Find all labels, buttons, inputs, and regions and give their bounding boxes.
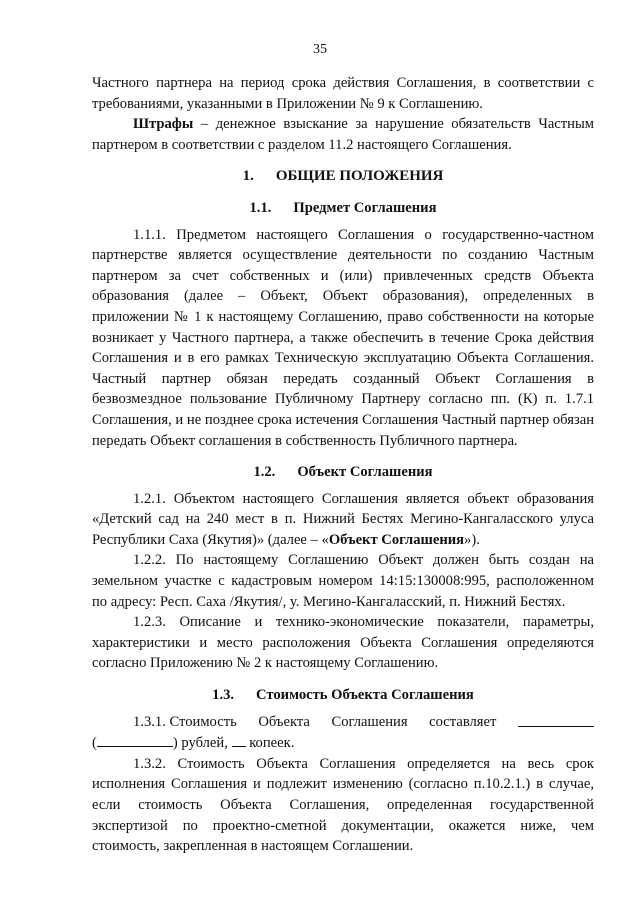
clause-1-3-2: 1.3.2. Стоимость Объекта Соглашения определяется на весь срок исполнения Соглашения и подлежит изменению (согласно п.10.2.1.) в случае, если стоимость Объекта Соглашения, определенная государственной экспертизой по проектно-сметной документации, окажется ниже, чем стоимость, закрепленная в настоящем Соглашении. xyxy=(92,755,594,855)
subsection-number: 1.1. xyxy=(249,199,272,216)
section-heading-1 xyxy=(92,166,594,187)
defined-term-fines: Штрафы xyxy=(133,116,194,133)
clause-word: 1.3.1. Стоимость xyxy=(133,713,237,730)
document-body xyxy=(92,73,594,857)
subsection-number: 1.2. xyxy=(253,464,276,481)
definition-paragraph-continued: Частного партнера на период срока действия Соглашения, в соответствии с требованиями, указанными в Приложении № 9 к Соглашению. xyxy=(92,75,594,112)
page-number: 35 xyxy=(313,42,327,57)
clause-1-2-3: 1.2.3. Описание и технико-экономические показатели, параметры, характеристики и место расположения Объекта Соглашения определяются согласно Приложению № 2 к настоящему Соглашению. xyxy=(92,614,594,672)
subsection-title: Предмет Соглашения xyxy=(293,199,437,216)
clause-bold-term: Объект Соглашения xyxy=(328,531,465,548)
clause-text-end: »). xyxy=(464,531,480,548)
clause-1-1-1: 1.1.1. Предметом настоящего Соглашения о государственно-частном партнерстве является осуществление деятельности по созданию Частным партнером за счет собственных и (или) привлеченных средств Объекта образования (далее – Объект, Объект образования), определенных в приложении № 1 к настоящему Соглашению, право собственности на которые возникает у Частного партнера, а также обеспечить в течение Срока действия Соглашения и в его рамках Техническую эксплуатацию Объекта Соглашения. Частный партнер обязан передать созданный Объект Соглашения в безвозмездное пользование Публичному Партнеру согласно пп. (К) п. 1.7.1 Соглашения, и не позднее срока истечения Соглашения Частный партнер обязан передать Объект соглашения в собственность Публичного партнера. xyxy=(92,226,594,449)
subsection-heading-1-2 xyxy=(92,462,594,483)
clause-word: составляет xyxy=(429,713,497,730)
clause-text: 1.2.1. Объектом настоящего Соглашения является объект образования «Детский сад на 240 мест в п. Нижний Бестях Мегино-Кангаласского улуса Республики Саха (Якутия)» (далее – « xyxy=(92,490,594,548)
subsection-title: Объект Соглашения xyxy=(297,464,433,481)
subsection-heading-1-1 xyxy=(92,198,594,219)
subsection-number: 1.3. xyxy=(212,687,235,704)
rubles-label: ) рублей, xyxy=(172,735,228,752)
definition-paragraph-fines xyxy=(92,114,594,155)
section-number: 1. xyxy=(242,168,254,185)
amount-words-blank xyxy=(97,732,173,747)
subsection-heading-1-3 xyxy=(92,685,594,706)
clause-1-2-2: 1.2.2. По настоящему Соглашению Объект должен быть создан на земельном участке с кадастровым номером 14:15:130008:995, расположенном по адресу: Респ. Саха /Якутия/, у. Мегино-Кангаласский, п. Нижний Бестях. xyxy=(92,552,594,610)
section-title: ОБЩИЕ ПОЛОЖЕНИЯ xyxy=(275,168,444,185)
kopecks-blank xyxy=(232,732,246,747)
paren-open: ( xyxy=(92,735,97,752)
clause-word: Объекта xyxy=(258,713,310,730)
definition-text-fines: – денежное взыскание за нарушение обязательств Частным партнером в соответствии с разделом 11.2 настоящего Соглашения. xyxy=(92,116,594,153)
amount-blank xyxy=(518,712,594,727)
kopecks-label: копеек. xyxy=(249,735,295,752)
clause-1-2-1 xyxy=(92,489,594,551)
clause-1-3-1-line1 xyxy=(92,712,594,733)
clause-1-3-1-line2 xyxy=(92,732,594,754)
subsection-title: Стоимость Объекта Соглашения xyxy=(256,687,474,704)
clause-word: Соглашения xyxy=(331,713,408,730)
